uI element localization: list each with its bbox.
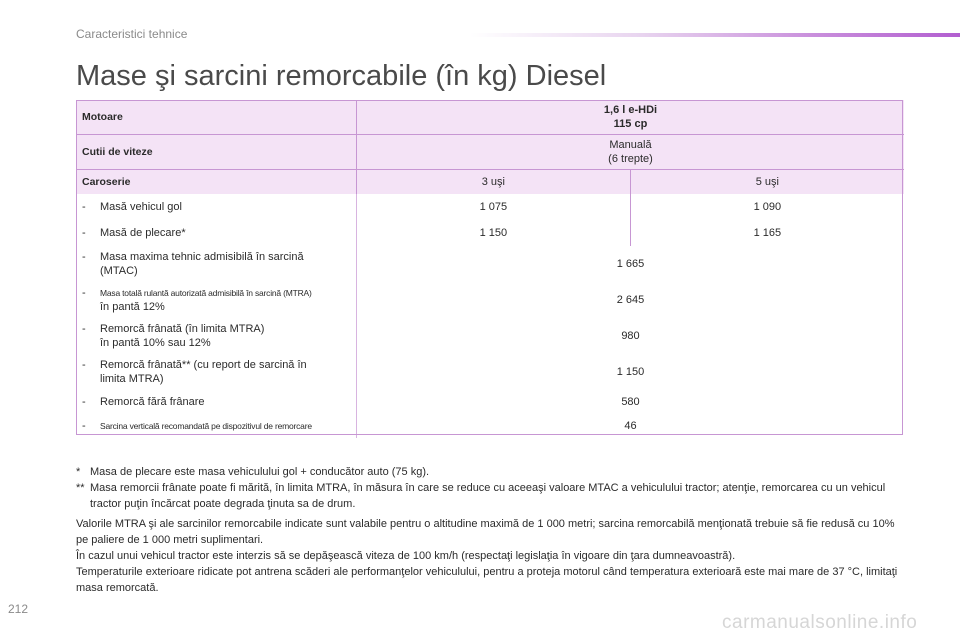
- row-dash: -: [82, 287, 86, 299]
- row-value: 980: [621, 330, 640, 342]
- row-dash: -: [82, 323, 86, 335]
- row-dash: -: [82, 420, 86, 432]
- body-col-5-doors: 5 uşi: [630, 170, 904, 195]
- row-label-line2: în pantă 12%: [100, 301, 165, 313]
- row-label-line2: (MTAC): [100, 265, 138, 277]
- footnote-2-mark: **: [76, 482, 85, 494]
- table-row: [76, 390, 904, 414]
- gearbox-value-line1: Manuală: [609, 139, 652, 151]
- row-dash: -: [82, 396, 86, 408]
- row-label: Masă de plecare*: [100, 227, 186, 239]
- row-label: Sarcina verticală recomandată pe dispozitivul de remorcare: [100, 421, 312, 431]
- footnote-2-text: Masa remorcii frânate poate fi mărită, în limita MTRA, în măsura în care se reduce cu aceeaşi valoare MTAC a vehiculului tractor; atenţie, remorcarea cu un vehicul tractor puţin încărcat poate degrada ţinuta sa de drum.: [90, 482, 886, 510]
- row-label: Remorcă fără frânare: [100, 396, 205, 408]
- row-value-5-doors: 1 165: [630, 220, 904, 246]
- row-dash: -: [82, 227, 86, 239]
- row-label-line1: Remorcă frânată** (cu report de sarcină în: [100, 359, 307, 371]
- table-row: [76, 194, 904, 220]
- row-value-5-doors: 1 090: [630, 194, 904, 220]
- table-row: [76, 220, 904, 246]
- header-accent-bar: [470, 33, 960, 37]
- row-value: 1 150: [616, 366, 645, 378]
- engine-label: Motoare: [76, 100, 357, 135]
- table-row: [76, 246, 904, 282]
- table-row-gearbox: [76, 135, 904, 170]
- row-dash: -: [82, 251, 86, 263]
- engine-value: [357, 100, 905, 135]
- table-row: [76, 354, 904, 390]
- row-label-line2: limita MTRA): [100, 373, 164, 385]
- weights-table: [76, 100, 904, 438]
- gearbox-value: [357, 135, 905, 170]
- row-label-line1: Remorcă frânată (în limita MTRA): [100, 323, 265, 335]
- gearbox-label: Cutii de viteze: [76, 135, 357, 170]
- table-row: [76, 282, 904, 318]
- table-row-body: [76, 170, 904, 195]
- section-title: Caracteristici tehnice: [76, 27, 188, 41]
- row-dash: -: [82, 359, 86, 371]
- row-value: 46: [624, 420, 637, 432]
- footnote-1-text: Masa de plecare este masa vehiculului gol + conducător auto (75 kg).: [90, 466, 430, 478]
- table-row: [76, 414, 904, 438]
- page-title: Mase şi sarcini remorcabile (în kg) Diesel: [76, 60, 607, 92]
- note-paragraph: În cazul unui vehicul tractor este interzis să se depăşească viteza de 100 km/h (respectaţi legislaţia în vigoare din ţara dumneavoastră).: [76, 550, 736, 562]
- notes-section: [76, 464, 906, 596]
- row-label-line2: în pantă 10% sau 12%: [100, 337, 211, 349]
- gearbox-value-line2: (6 trepte): [608, 153, 653, 165]
- note-paragraph: Temperaturile exterioare ridicate pot antrena scăderi ale performanţelor vehiculului, pentru a proteja motorul când temperatura exterioară este mai mare de 37 °C, limitaţi masa remorcată.: [76, 566, 898, 594]
- table-row: [76, 318, 904, 354]
- row-dash: -: [82, 201, 86, 213]
- watermark: carmanualsonline.info: [722, 612, 918, 633]
- row-value-3-doors: 1 075: [479, 201, 508, 213]
- row-label: Masă vehicul gol: [100, 201, 182, 213]
- engine-value-line2: 115 cp: [613, 118, 648, 130]
- table-row-engine: [76, 100, 904, 135]
- body-label: Caroserie: [76, 170, 357, 195]
- footnote-1-mark: *: [76, 466, 81, 478]
- row-label-line1: Masa totală rulantă autorizată admisibilă în sarcină (MTRA): [100, 288, 312, 298]
- page-number: 212: [8, 602, 29, 616]
- footnote-1: [76, 464, 906, 480]
- row-value: 2 645: [616, 294, 645, 306]
- row-value: 580: [621, 396, 640, 408]
- row-value-3-doors: 1 150: [479, 227, 508, 239]
- engine-value-line1: 1,6 l e-HDi: [603, 104, 658, 116]
- footnote-2: [76, 480, 906, 512]
- body-col-3-doors: 3 uşi: [357, 170, 631, 195]
- note-paragraph: Valorile MTRA şi ale sarcinilor remorcabile indicate sunt valabile pentru o altitudine maximă de 1 000 metri; sarcina remorcabilă menţionată trebuie să fie redusă cu 10% pe paliere de 1 000 metri suplimentari.: [76, 518, 895, 546]
- row-value: 1 665: [616, 258, 645, 270]
- row-label-line1: Masa maxima tehnic admisibilă în sarcină: [100, 251, 304, 263]
